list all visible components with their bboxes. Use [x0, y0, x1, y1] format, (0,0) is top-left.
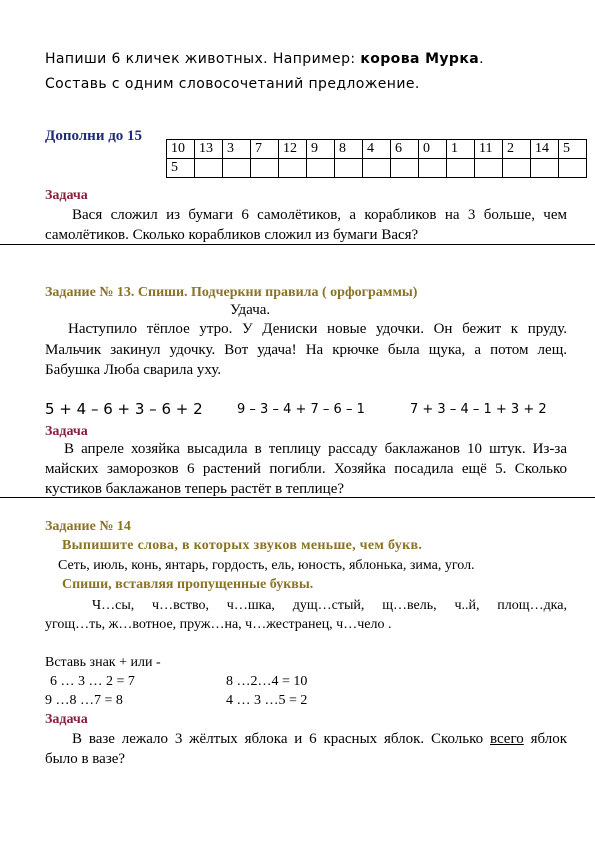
table-cell [447, 159, 475, 178]
table-cell: 7 [251, 140, 279, 159]
table-cell: 2 [503, 140, 531, 159]
table-cell: 14 [531, 140, 559, 159]
table-cell [391, 159, 419, 178]
table-cell: 11 [475, 140, 503, 159]
task3-text: В вазе лежало 3 жёлтых яблока и 6 красных яблок. Сколько [72, 731, 490, 747]
task13-line-1: Наступило тёплое утро. У Дениски новые удочки. Он бежит к пруду. [68, 321, 567, 337]
table-cell [195, 159, 223, 178]
expression-2: 9 – 3 – 4 + 7 – 6 – 1 [237, 402, 365, 417]
task14-heading: Задание № 14 [45, 519, 131, 534]
table-cell [251, 159, 279, 178]
signs-expression-3: 9 …8 …7 = 8 [45, 693, 123, 708]
task2-heading: Задача [45, 424, 88, 439]
table-cell: 8 [335, 140, 363, 159]
table-row [167, 140, 587, 159]
table-cell: 10 [167, 140, 195, 159]
task14-gaps-2: угощ…ть, ж…вотное, пруж…на, ч…жестранец, ч…чело . [45, 617, 392, 632]
task13-line-2: Мальчик закинул удочку. Вот удача! На крючке была щука, а потом лещ. [45, 342, 567, 358]
task14-instruction-1: Выпишите слова, в которых звуков меньше, чем букв. [62, 538, 423, 553]
table-row [167, 159, 587, 178]
table-cell [503, 159, 531, 178]
table-cell: 9 [307, 140, 335, 159]
task1-line-1: Вася сложил из бумаги 6 самолётиков, а корабликов на 3 больше, чем [72, 207, 567, 223]
task13-heading: Задание № 13. Спиши. Подчеркни правила ( орфограммы) [45, 285, 418, 300]
task2-line-2: майских заморозков 6 растений погибли. Хозяйка посадила ещё 5. Сколько [45, 461, 567, 477]
intro-example: корова Мурка [360, 51, 480, 67]
task3-underlined-word: всего [489, 731, 524, 747]
table-cell: 13 [195, 140, 223, 159]
intro-period: . [479, 51, 484, 67]
signs-expression-2: 8 …2…4 = 10 [226, 674, 308, 689]
table-cell [363, 159, 391, 178]
table-cell: 6 [391, 140, 419, 159]
divider [0, 244, 595, 245]
table-cell: 0 [419, 140, 447, 159]
intro-text: Напиши 6 кличек животных. Например: [45, 51, 361, 67]
table-cell: 5 [167, 159, 195, 178]
task13-line-3: Бабушка Люба сварила уху. [45, 362, 222, 378]
task14-gaps-1: Ч…сы, ч…вство, ч…шка, дущ…стый, щ…вель, ч..й, площ…дка, [92, 598, 567, 613]
task1-heading: Задача [45, 188, 88, 203]
intro-line-2: Составь с одним словосочетаний предложение. [45, 76, 420, 92]
expression-3: 7 + 3 – 4 – 1 + 3 + 2 [410, 402, 547, 417]
table-cell: 1 [447, 140, 475, 159]
table-cell [419, 159, 447, 178]
table-cell: 5 [559, 140, 587, 159]
task2-line-3: кустиков баклажанов теперь растёт в теплице? [45, 481, 345, 497]
table-cell [223, 159, 251, 178]
table-cell: 3 [223, 140, 251, 159]
signs-expression-1: 6 … 3 … 2 = 7 [50, 674, 135, 689]
task3-line-2: было в вазе? [45, 751, 126, 767]
complete15-table [166, 139, 587, 178]
complete15-title: Дополни до 15 [45, 128, 143, 144]
table-cell [307, 159, 335, 178]
task13-story-title: Удача. [230, 302, 271, 318]
task3-text-end: яблок [523, 731, 567, 747]
task3-heading: Задача [45, 712, 88, 727]
table-cell [559, 159, 587, 178]
task2-line-1: В апреле хозяйка высадила в теплицу рассаду баклажанов 10 штук. Из-за [64, 441, 567, 457]
intro-line-1 [45, 51, 484, 67]
table-cell [279, 159, 307, 178]
signs-title: Вставь знак + или - [45, 655, 161, 670]
divider [0, 497, 595, 498]
task14-words: Сеть, июль, конь, янтарь, гордость, ель, юность, яблонька, зима, угол. [58, 558, 475, 573]
table-cell: 12 [279, 140, 307, 159]
table-cell [531, 159, 559, 178]
table-cell [335, 159, 363, 178]
table-cell: 4 [363, 140, 391, 159]
task1-line-2: самолётиков. Сколько корабликов сложил из бумаги Вася? [45, 227, 419, 243]
table-cell [475, 159, 503, 178]
task14-instruction-2: Спиши, вставляя пропущенные буквы. [62, 577, 314, 592]
task3-line-1 [72, 731, 567, 748]
expression-1: 5 + 4 – 6 + 3 – 6 + 2 [45, 400, 203, 418]
signs-expression-4: 4 … 3 …5 = 2 [226, 693, 308, 708]
